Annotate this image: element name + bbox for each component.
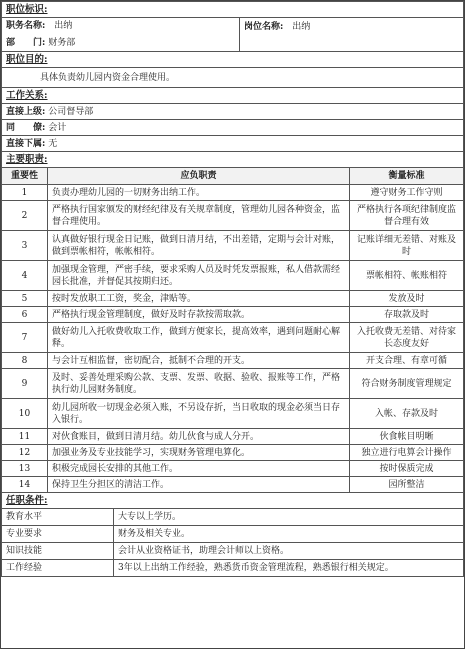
condition-value: 会计从业资格证书，助理会计师以上资格。 xyxy=(114,543,464,560)
duty-text: 幼儿园所收一切现金必须入账，不另设存折，当日收取的现金必须当日存入银行。 xyxy=(48,399,350,429)
duty-standard: 独立进行电算会计操作 xyxy=(350,445,464,461)
condition-row xyxy=(2,560,464,577)
duty-row xyxy=(2,477,464,493)
duty-number: 7 xyxy=(2,323,48,353)
duty-text: 按时发放职工工资，奖金，津贴等。 xyxy=(48,291,350,307)
duty-number: 12 xyxy=(2,445,48,461)
duty-text: 做好幼儿入托收费收取工作，做到方便家长，提高效率，遇到问题耐心解释。 xyxy=(48,323,350,353)
condition-value: 财务及相关专业。 xyxy=(114,526,464,543)
duties-table xyxy=(1,152,464,493)
duty-row xyxy=(2,201,464,231)
duty-number: 10 xyxy=(2,399,48,429)
duty-row xyxy=(2,291,464,307)
duty-standard: 严格执行各项纪律制度监督合理有效 xyxy=(350,201,464,231)
duty-number: 8 xyxy=(2,353,48,369)
peer-value: 会计 xyxy=(48,122,67,133)
duty-row xyxy=(2,353,464,369)
duty-row xyxy=(2,307,464,323)
duty-number: 14 xyxy=(2,477,48,493)
duty-standard: 遵守财务工作守则 xyxy=(350,185,464,201)
department-label: 部 门: xyxy=(6,37,46,48)
duty-number: 4 xyxy=(2,261,48,291)
condition-value: 大专以上学历。 xyxy=(114,509,464,526)
duty-text: 严格执行现金管理制度，做好及时存款按需取款。 xyxy=(48,307,350,323)
duty-standard: 记账详细无差错、对账及时 xyxy=(350,231,464,261)
direct-superior-value: 公司督导部 xyxy=(48,106,94,117)
relations-table xyxy=(1,88,464,152)
duty-text: 及时、妥善处理采购公款、支票、发票、收据、验收、报账等工作，严格执行幼儿园财务制度。 xyxy=(48,369,350,399)
job-title-value: 出纳 xyxy=(54,21,73,32)
col-header-importance: 重要性 xyxy=(2,168,48,185)
duty-row xyxy=(2,399,464,429)
duty-standard: 存取款及时 xyxy=(350,307,464,323)
duty-row xyxy=(2,323,464,353)
duty-standard: 园所整洁 xyxy=(350,477,464,493)
col-header-standard: 衡量标准 xyxy=(350,168,464,185)
condition-label: 教育水平 xyxy=(2,509,114,526)
duty-number: 9 xyxy=(2,369,48,399)
duty-text: 负责办理幼儿园的一切财务出纳工作。 xyxy=(48,185,350,201)
duty-standard: 符合财务制度管理规定 xyxy=(350,369,464,399)
duty-standard: 发放及时 xyxy=(350,291,464,307)
post-name-label: 岗位名称: xyxy=(244,22,284,32)
duty-row xyxy=(2,185,464,201)
duty-standard: 票帐相符、帐账相符 xyxy=(350,261,464,291)
duty-text: 加强业务及专业技能学习，实现财务管理电算化。 xyxy=(48,445,350,461)
condition-row xyxy=(2,509,464,526)
duty-text: 认真做好银行现金日记账，做到日清月结，不出差错，定期与会计对账，做到票帐相符，帐帐相符。 xyxy=(48,231,350,261)
section-conditions-heading: 任职条件: xyxy=(2,493,464,509)
duty-standard: 入帐、存款及时 xyxy=(350,399,464,429)
duty-rows xyxy=(2,185,464,493)
section-purpose-heading: 职位目的: xyxy=(2,52,464,68)
duty-standard: 开支合理、有章可循 xyxy=(350,353,464,369)
direct-subordinate-label: 直接下属: xyxy=(6,138,46,149)
duty-text: 加强现金管理，严密手续，要求采购人员及时凭发票报账，私人借款需经园长批准，并督促其按期归还。 xyxy=(48,261,350,291)
condition-rows xyxy=(2,509,464,577)
duty-row xyxy=(2,461,464,477)
duty-row xyxy=(2,231,464,261)
duty-text: 对伙食账目，做到日清月结。幼儿伙食与成人分开。 xyxy=(48,429,350,445)
job-title-label: 职务名称: xyxy=(6,21,46,32)
duty-text: 严格执行国家颁发的财经纪律及有关规章制度，管理幼儿园各种资金，监督合理使用。 xyxy=(48,201,350,231)
duty-text: 与会计互相监督，密切配合，抵制不合理的开支。 xyxy=(48,353,350,369)
condition-value: 3年以上出纳工作经验，熟悉货币资金管理流程，熟悉银行相关规定。 xyxy=(114,560,464,577)
section-identity-heading: 职位标识: xyxy=(2,2,464,18)
duty-number: 2 xyxy=(2,201,48,231)
duty-number: 3 xyxy=(2,231,48,261)
direct-superior-label: 直接上级: xyxy=(6,106,46,117)
peer-label: 同 僚: xyxy=(6,122,46,133)
duty-standard: 按时保质完成 xyxy=(350,461,464,477)
duty-row xyxy=(2,369,464,399)
direct-subordinate-value: 无 xyxy=(48,138,58,149)
condition-row xyxy=(2,526,464,543)
post-name-value: 出纳 xyxy=(292,22,311,32)
duty-standard: 入托收费无差错、对待家长态度友好 xyxy=(350,323,464,353)
section-duties-heading: 主要职责: xyxy=(2,152,464,168)
duty-number: 13 xyxy=(2,461,48,477)
duty-number: 5 xyxy=(2,291,48,307)
condition-row xyxy=(2,543,464,560)
conditions-table xyxy=(1,493,464,577)
condition-label: 工作经验 xyxy=(2,560,114,577)
duty-row xyxy=(2,261,464,291)
department-value: 财务部 xyxy=(48,37,76,48)
duty-row xyxy=(2,445,464,461)
duty-number: 6 xyxy=(2,307,48,323)
duty-row xyxy=(2,429,464,445)
condition-label: 专业要求 xyxy=(2,526,114,543)
duty-text: 积极完成园长安排的其他工作。 xyxy=(48,461,350,477)
duty-standard: 伙食帐目明晰 xyxy=(350,429,464,445)
purpose-text: 具体负责幼儿园内资金合理使用。 xyxy=(2,68,464,88)
condition-label: 知识技能 xyxy=(2,543,114,560)
section-relations-heading: 工作关系: xyxy=(2,88,464,104)
purpose-table xyxy=(1,52,464,88)
duty-text: 保持卫生分担区的清洁工作。 xyxy=(48,477,350,493)
identity-table xyxy=(1,1,464,52)
col-header-duty: 应负职责 xyxy=(48,168,350,185)
duty-number: 11 xyxy=(2,429,48,445)
duty-number: 1 xyxy=(2,185,48,201)
